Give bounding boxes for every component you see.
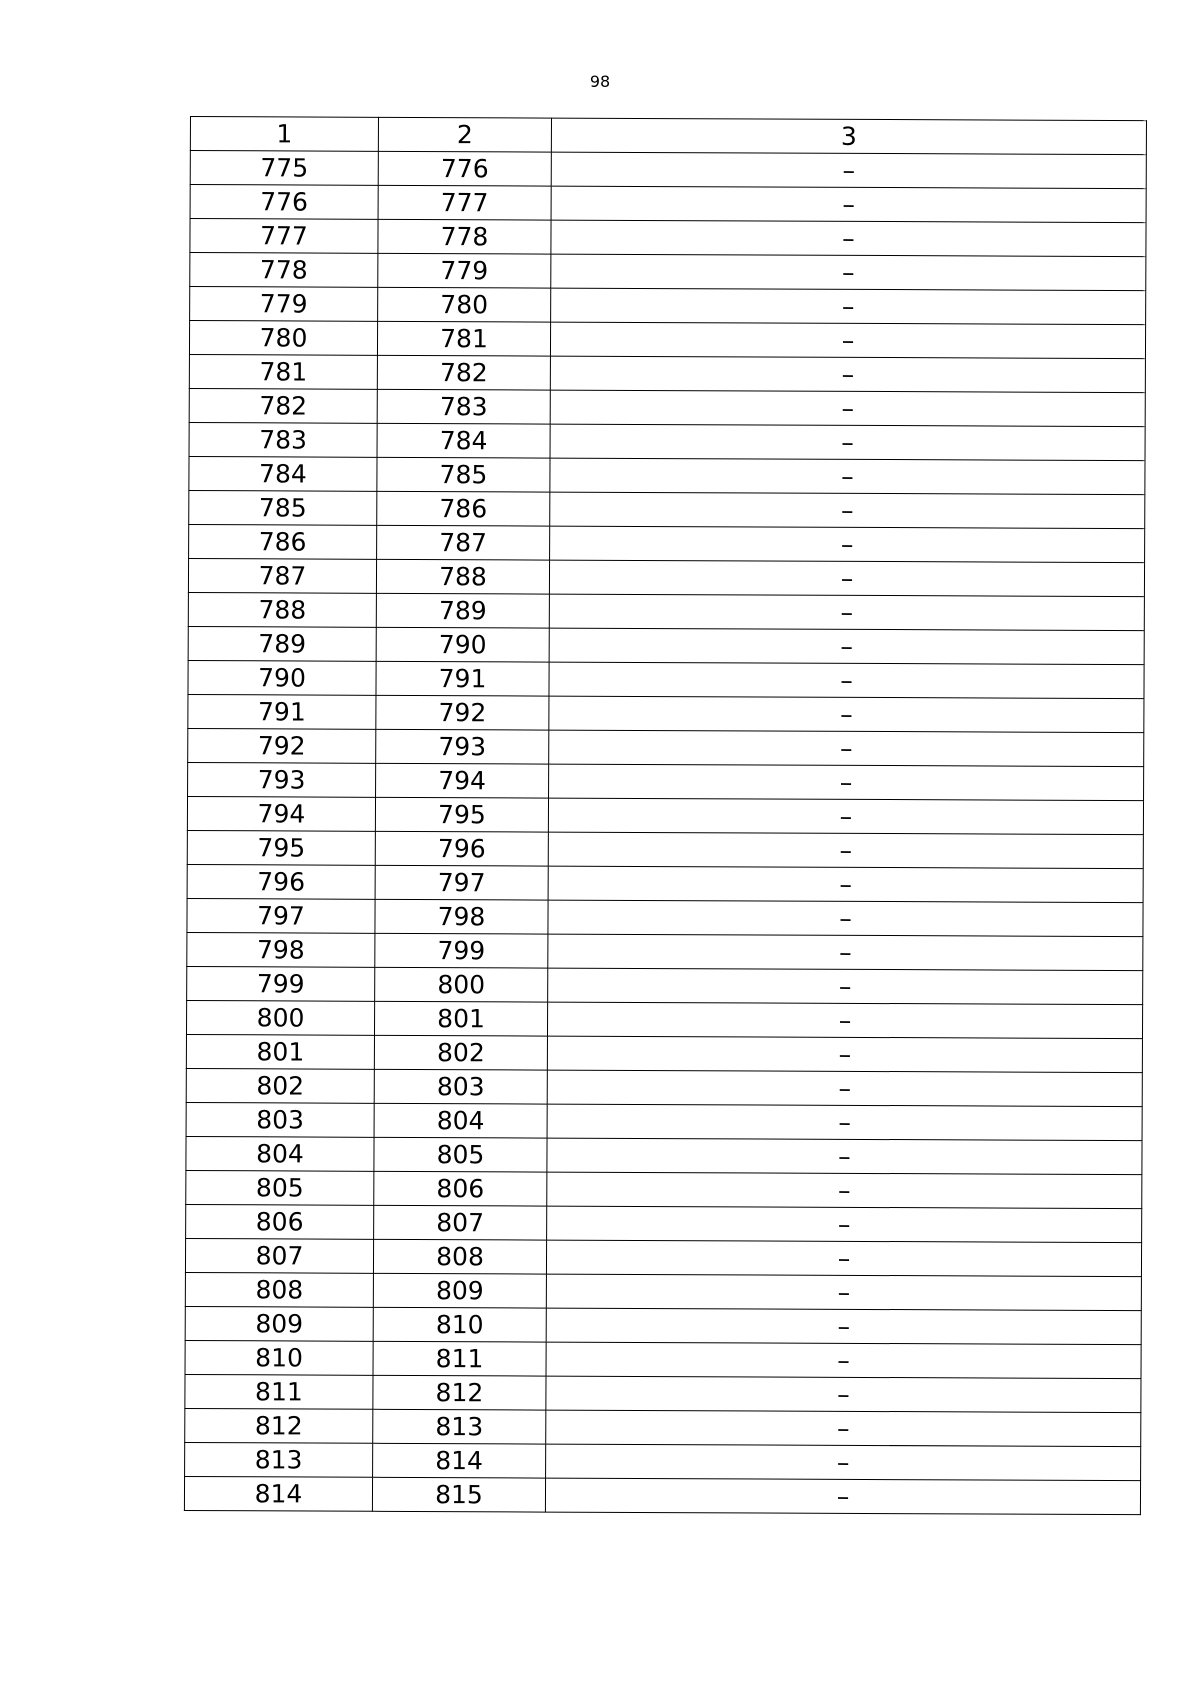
- table-row: [188, 626, 1144, 664]
- table-cell: 800: [186, 1000, 374, 1035]
- table-cell: 794: [187, 796, 375, 831]
- table-cell: –: [550, 458, 1145, 495]
- table-cell: –: [548, 832, 1143, 869]
- table-cell: 791: [376, 661, 549, 696]
- table-cell: 813: [185, 1442, 373, 1477]
- table-cell: 781: [377, 321, 550, 356]
- table-cell: 801: [186, 1034, 374, 1069]
- table-cell: 809: [373, 1273, 546, 1308]
- table-cell: 794: [376, 763, 549, 798]
- table-cell: 782: [377, 355, 550, 390]
- table-cell: 806: [374, 1171, 547, 1206]
- table-cell: –: [550, 356, 1145, 393]
- table-cell: –: [550, 322, 1145, 359]
- table-row: [187, 932, 1143, 970]
- table-cell: 784: [377, 423, 550, 458]
- data-table-container: [184, 116, 1146, 1515]
- table-cell: –: [546, 1410, 1141, 1447]
- table-cell: –: [547, 1104, 1142, 1141]
- table-cell: –: [550, 390, 1145, 427]
- table-cell: 777: [378, 185, 551, 220]
- table-cell: –: [549, 560, 1144, 597]
- table-cell: –: [550, 526, 1145, 563]
- table-cell: 775: [190, 151, 378, 186]
- table-cell: –: [548, 866, 1143, 903]
- table-cell: 806: [186, 1204, 374, 1239]
- table-cell: –: [547, 1036, 1142, 1073]
- table-cell: 792: [188, 728, 376, 763]
- table-cell: 789: [188, 626, 376, 661]
- table-cell: 808: [185, 1272, 373, 1307]
- table-cell: –: [547, 1138, 1142, 1175]
- table-cell: 790: [188, 660, 376, 695]
- column-header: 2: [378, 117, 551, 152]
- table-cell: 807: [185, 1238, 373, 1273]
- table-row: [189, 524, 1145, 562]
- table-cell: –: [551, 288, 1146, 325]
- table-row: [188, 592, 1144, 630]
- table-cell: 780: [378, 287, 551, 322]
- table-cell: 798: [187, 932, 375, 967]
- table-row: [185, 1374, 1141, 1412]
- page-number: 98: [589, 72, 611, 91]
- table-row: [188, 762, 1144, 800]
- table-row: [188, 728, 1144, 766]
- table-row: [184, 1476, 1140, 1514]
- table-cell: 780: [189, 321, 377, 356]
- table-row: [189, 490, 1145, 528]
- table-row: [186, 1068, 1142, 1106]
- table-cell: –: [547, 1206, 1142, 1243]
- table-cell: –: [549, 628, 1144, 665]
- table-cell: 804: [186, 1136, 374, 1171]
- table-cell: –: [551, 254, 1146, 291]
- table-cell: –: [551, 220, 1146, 257]
- table-cell: 815: [372, 1477, 545, 1512]
- table-cell: 785: [377, 457, 550, 492]
- table-cell: 790: [376, 627, 549, 662]
- table-cell: –: [547, 1070, 1142, 1107]
- table-cell: 785: [189, 490, 377, 525]
- table-cell: –: [549, 764, 1144, 801]
- table-row: [187, 898, 1143, 936]
- table-row: [189, 354, 1145, 392]
- column-header: 3: [551, 118, 1146, 155]
- table-cell: 793: [188, 762, 376, 797]
- table-row: [185, 1408, 1141, 1446]
- table-cell: 797: [375, 865, 548, 900]
- table-cell: 778: [190, 253, 378, 288]
- column-header: 1: [190, 117, 378, 152]
- table-cell: 786: [377, 491, 550, 526]
- table-row: [188, 694, 1144, 732]
- table-cell: –: [549, 696, 1144, 733]
- table-cell: –: [549, 662, 1144, 699]
- table-cell: 788: [188, 592, 376, 627]
- table-cell: –: [547, 1002, 1142, 1039]
- table-cell: 804: [374, 1103, 547, 1138]
- table-cell: 803: [186, 1102, 374, 1137]
- table-cell: 783: [189, 422, 377, 457]
- table-row: [189, 422, 1145, 460]
- table-row: [185, 1238, 1141, 1276]
- table-cell: 799: [375, 933, 548, 968]
- table-row: [186, 1204, 1142, 1242]
- table-row: [190, 219, 1146, 257]
- table-cell: 786: [189, 524, 377, 559]
- table-cell: 781: [189, 354, 377, 389]
- table-cell: 795: [375, 797, 548, 832]
- table-cell: 803: [374, 1069, 547, 1104]
- table-cell: 777: [190, 219, 378, 254]
- table-row: [186, 1000, 1142, 1038]
- table-cell: 788: [376, 559, 549, 594]
- table-cell: –: [546, 1376, 1141, 1413]
- table-cell: 787: [377, 525, 550, 560]
- table-row: [190, 151, 1146, 189]
- table-row: [190, 287, 1146, 325]
- table-cell: –: [546, 1274, 1141, 1311]
- table-cell: 805: [374, 1137, 547, 1172]
- table-cell: 810: [185, 1340, 373, 1375]
- table-row: [188, 558, 1144, 596]
- table-cell: 799: [187, 966, 375, 1001]
- table-cell: 802: [186, 1068, 374, 1103]
- table-cell: –: [551, 186, 1146, 223]
- table-row: [185, 1306, 1141, 1344]
- table-cell: 787: [188, 558, 376, 593]
- table-cell: 811: [185, 1374, 373, 1409]
- table-header-row: [190, 117, 1146, 155]
- table-row: [186, 1034, 1142, 1072]
- table-cell: 810: [373, 1307, 546, 1342]
- table-cell: 811: [373, 1341, 546, 1376]
- table-cell: 809: [185, 1306, 373, 1341]
- table-cell: –: [549, 594, 1144, 631]
- table-cell: 801: [374, 1001, 547, 1036]
- table-cell: –: [548, 968, 1143, 1005]
- table-cell: 779: [378, 253, 551, 288]
- table-cell: 779: [190, 287, 378, 322]
- table-cell: –: [546, 1240, 1141, 1277]
- table-cell: –: [545, 1478, 1140, 1515]
- table-cell: 784: [189, 456, 377, 491]
- table-cell: 800: [375, 967, 548, 1002]
- table-cell: –: [546, 1308, 1141, 1345]
- table-cell: 776: [378, 151, 551, 186]
- table-cell: 791: [188, 694, 376, 729]
- table-row: [187, 830, 1143, 868]
- table-cell: –: [547, 1172, 1142, 1209]
- table-row: [188, 660, 1144, 698]
- table-row: [190, 185, 1146, 223]
- table-cell: –: [550, 424, 1145, 461]
- table-cell: 783: [377, 389, 550, 424]
- table-row: [190, 253, 1146, 291]
- table-cell: 776: [190, 185, 378, 220]
- table-row: [185, 1442, 1141, 1480]
- table-cell: –: [546, 1342, 1141, 1379]
- table-cell: 798: [375, 899, 548, 934]
- table-cell: 814: [373, 1443, 546, 1478]
- table-row: [186, 1102, 1142, 1140]
- table-cell: 789: [376, 593, 549, 628]
- table-cell: 813: [373, 1409, 546, 1444]
- table-cell: 807: [374, 1205, 547, 1240]
- table-cell: 795: [187, 830, 375, 865]
- table-cell: 812: [373, 1375, 546, 1410]
- table-row: [186, 1170, 1142, 1208]
- table-row: [187, 796, 1143, 834]
- table-cell: 796: [375, 831, 548, 866]
- table-cell: 812: [185, 1408, 373, 1443]
- table-cell: 805: [186, 1170, 374, 1205]
- table-row: [185, 1272, 1141, 1310]
- data-table: [184, 116, 1147, 1515]
- table-cell: 796: [187, 864, 375, 899]
- table-cell: 797: [187, 898, 375, 933]
- table-cell: –: [551, 152, 1146, 189]
- table-cell: 793: [376, 729, 549, 764]
- table-cell: –: [548, 798, 1143, 835]
- table-cell: 808: [373, 1239, 546, 1274]
- table-row: [187, 864, 1143, 902]
- table-row: [189, 321, 1145, 359]
- table-cell: –: [546, 1444, 1141, 1481]
- table-cell: 782: [189, 388, 377, 423]
- table-row: [186, 1136, 1142, 1174]
- table-row: [187, 966, 1143, 1004]
- table-cell: –: [550, 492, 1145, 529]
- table-cell: 814: [184, 1476, 372, 1511]
- table-cell: –: [548, 900, 1143, 937]
- table-row: [189, 388, 1145, 426]
- table-cell: –: [549, 730, 1144, 767]
- table-row: [185, 1340, 1141, 1378]
- table-cell: 802: [374, 1035, 547, 1070]
- table-row: [189, 456, 1145, 494]
- table-cell: 792: [376, 695, 549, 730]
- table-cell: 778: [378, 219, 551, 254]
- table-cell: –: [548, 934, 1143, 971]
